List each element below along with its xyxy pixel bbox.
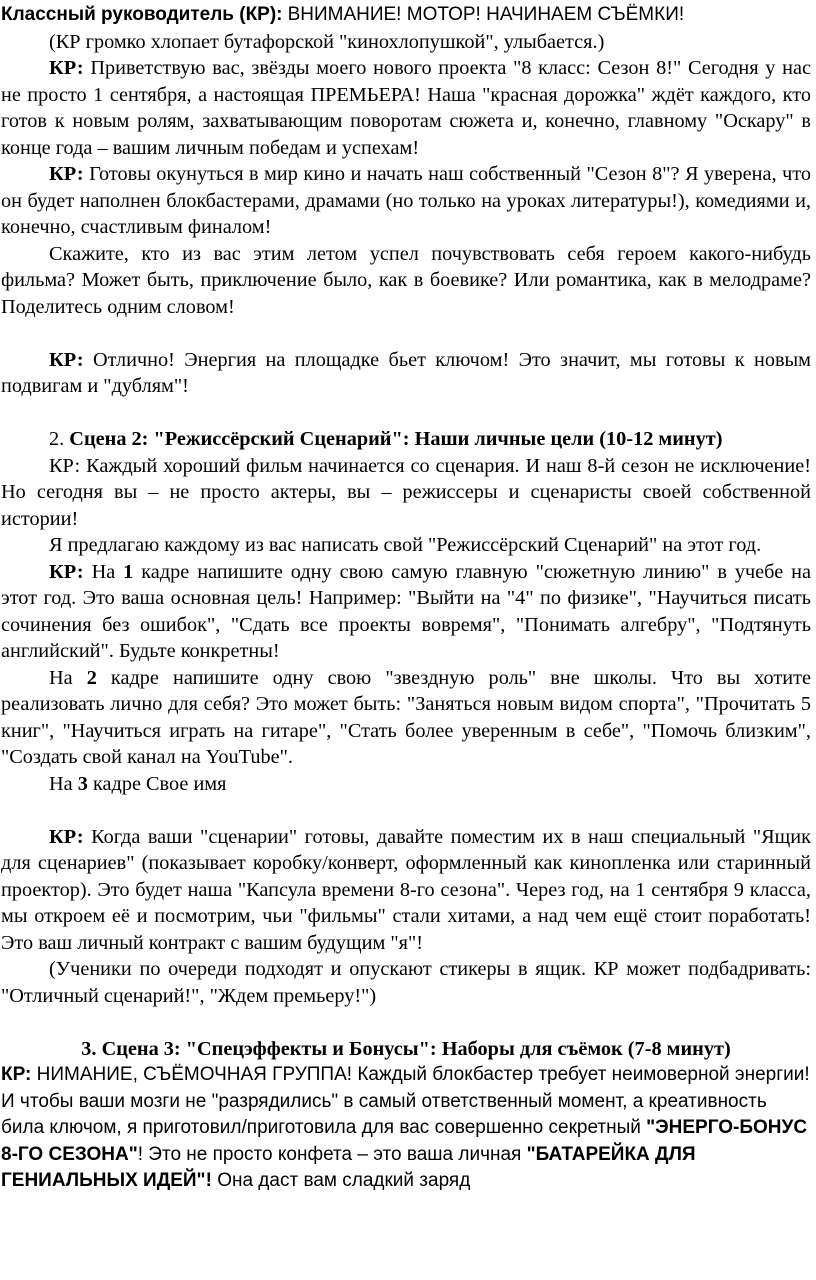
intro-paragraph (1, 55, 811, 161)
scene2-paragraph: КР: Каждый хороший фильм начинается со сценария. И наш 8-й сезон не исключение! Но сегодня вы – не просто актеры, вы – режиссеры и сценаристы своей собственной истории! (1, 454, 811, 530)
paragraph-text: Отлично! Энергия на площадке бьет ключом! Это значит, мы готовы к новым подвигам и "дублям"! (1, 348, 811, 397)
kr-label: КР: (1, 1064, 32, 1085)
kr-label: КР: (49, 163, 84, 185)
scenario-box-paragraph (1, 824, 811, 957)
kr-label: КР: (49, 825, 84, 848)
spacer (1, 320, 811, 347)
intro-paragraph: Скажите, кто из вас этим летом успел почувствовать себя героем какого-нибудь фильма? Может быть, приключение было, как в боевике? Или романтика, как в мелодраме? Поделитесь одним словом! (1, 242, 811, 318)
energy-bonus: "ЭНЕРГО-БОНУС 8-ГО СЕЗОНА" (1, 1117, 808, 1165)
scene2-heading (1, 426, 811, 453)
frame-1-number: 1 (123, 560, 134, 583)
scene3-text-b: ! Это не просто конфета – это ваша личная (137, 1143, 522, 1165)
intro-paragraph (1, 161, 811, 241)
frame-1-text: кадре напишите одну свою самую главную "сюжетную линию" в учебе на этот год. Это ваша основная цель! Например: "Выйти на "4" по физике", "Научиться писать сочинения без ошибок", "Сдать все проекты вовремя", "Понимать алгебру", "Подтянуть английский". Будьте конкретны! (1, 560, 812, 662)
kr-label: КР: (49, 560, 84, 583)
paragraph-text: Когда ваши "сценарии" готовы, давайте поместим их в наш специальный "Ящик для сценариев" (показывает коробку/конверт, оформленный как кинопленка или старинный проектор). Это будет наша "Капсула времени 8-го сезона". Через год, на 1 сентября 9 класса, мы откроем её и посмотрим, чьи "фильмы" стали хитами, а над чем ещё стоит поработать! Это ваш личный контракт с вашим будущим "я"! (1, 825, 811, 954)
stage-direction: (КР громко хлопает бутафорской "кинохлопушкой", улыбается.) (49, 30, 605, 53)
scene3-text-a: НИМАНИЕ, СЪЁМОЧНАЯ ГРУППА! Каждый блокбастер требует неимоверной энергии! И чтобы ваши мозги не "разрядились" в самый ответственный момент, а креативность била ключом, я приготовил/приготовила для вас совершенно секретный (1, 1064, 810, 1138)
scene2-paragraph: Я предлагаю каждому из вас написать свой "Режиссёрский Сценарий" на этот год. (49, 534, 762, 556)
paragraph-text: Готовы окунуться в мир кино и начать наш собственный "Сезон 8"? Я уверена, что он будет наполнен блокбастерами, драмами (но только на уроках литературы!), комедиями и, конечно, счастливым финалом! (1, 163, 812, 238)
frame-2-number: 2 (86, 666, 97, 689)
spacer (1, 1009, 811, 1036)
scene3-paragraph (1, 1062, 811, 1195)
frame-2-text: кадре напишите одну свою "звездную роль" вне школы. Что вы хотите реализовать лично для себя? Это может быть: "Заняться новым видом спорта", "Прочитать 5 книг", "Научиться играть на гитаре", "Стать более уверенным в себе", "Помочь близким", "Создать свой канал на YouTube". (1, 666, 811, 768)
intro-opening (1, 1, 811, 29)
frame-word: На (91, 560, 116, 583)
spacer (1, 400, 811, 427)
paragraph-text: Приветствую вас, звёзды моего нового проекта "8 класс: Сезон 8!" Сегодня у нас не просто 1 сентября, а настоящая ПРЕМЬЕРА! Наша "красная дорожка" ждёт каждого, кто готов к новым ролям, захватывающим поворотам сюжета и, конечно, главному "Оскару" в конце года – вашим личным победам и успехам! (1, 57, 811, 159)
frame-2-paragraph (1, 665, 811, 771)
frame-1-paragraph (1, 559, 811, 665)
speaker-role: Классный руководитель (КР): (1, 4, 283, 25)
battery-of-ideas: "БАТАРЕЙКА ДЛЯ ГЕНИАЛЬНЫХ ИДЕЙ"! (1, 1143, 696, 1191)
spacer (1, 797, 811, 824)
frame-word: На (49, 772, 73, 795)
motor-line: ВНИМАНИЕ! МОТОР! НАЧИНАЕМ СЪЁМКИ! (287, 4, 685, 25)
kr-label: КР: (49, 348, 84, 371)
scene3-text-c: Она даст вам сладкий заряд (217, 1170, 471, 1191)
frame-3-text: кадре Свое имя (92, 772, 227, 795)
stage-direction: (Ученики по очереди подходят и опускают стикеры в ящик. КР может подбадривать: "Отличный сценарий!", "Ждем премьеру!") (1, 958, 811, 1007)
scene2-title: Сцена 2: "Режиссёрский Сценарий": Наши личные цели (10-12 минут) (69, 428, 723, 450)
intro-paragraph (1, 347, 811, 400)
frame-3-paragraph (1, 771, 811, 798)
frame-3-number: 3 (77, 772, 88, 795)
scene3-title: 3. Сцена 3: "Спецэффекты и Бонусы": Наборы для съёмок (7-8 минут) (81, 1037, 731, 1060)
frame-word: На (49, 666, 73, 689)
kr-label: КР: (49, 57, 84, 79)
scene2-number: 2. (49, 428, 65, 450)
